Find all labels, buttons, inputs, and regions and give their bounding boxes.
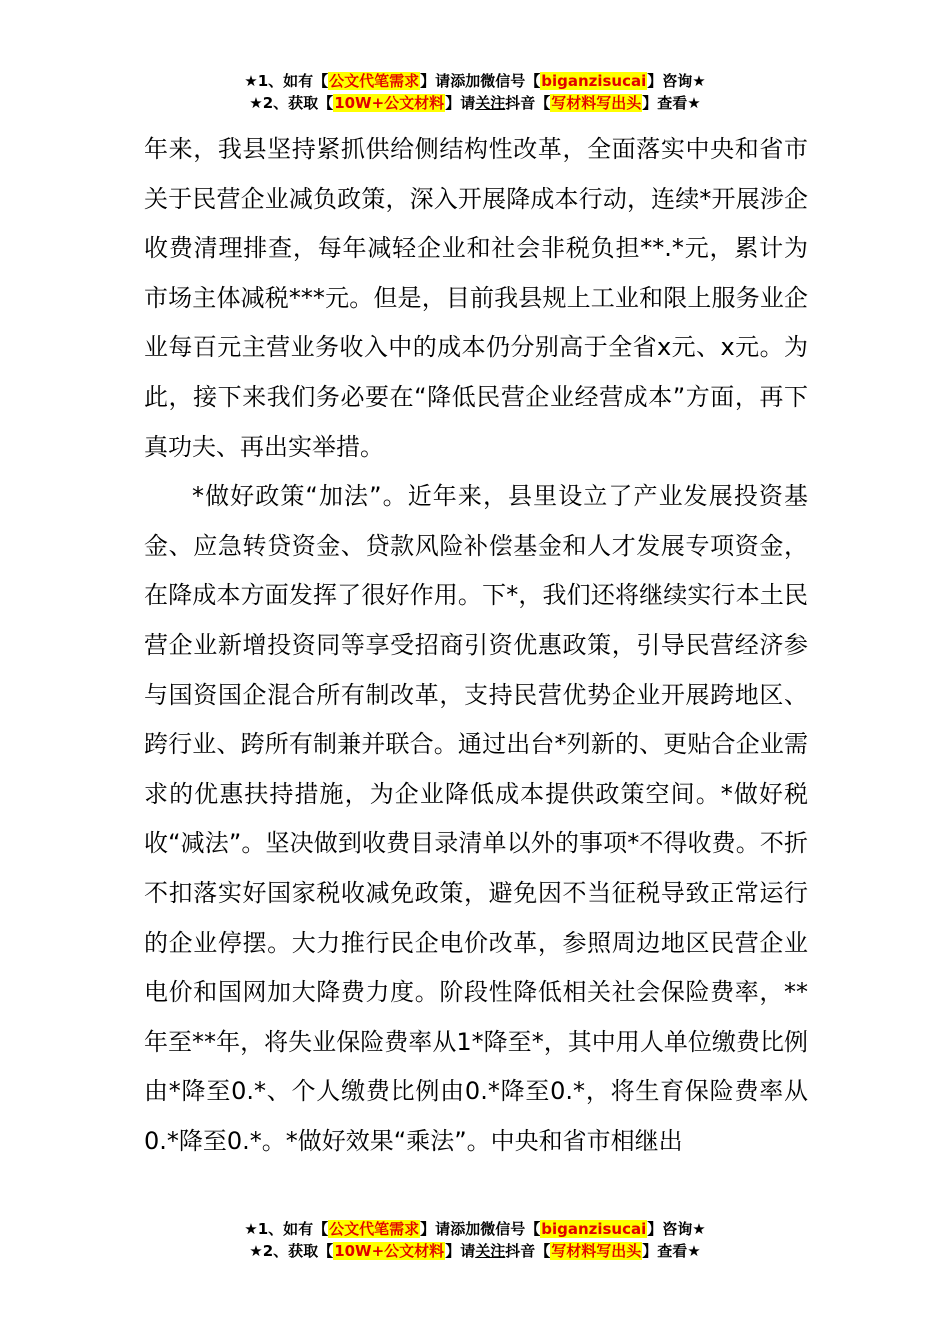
banner-text: ★2、获取【 — [249, 1242, 334, 1260]
banner-text: 】查看★ — [642, 1242, 701, 1260]
banner-text: 】咨询★ — [647, 72, 706, 90]
banner-text: 添加 — [450, 72, 481, 90]
banner-text: 添加 — [450, 1220, 481, 1238]
banner-text: 抖音【 — [505, 94, 551, 112]
document-body — [144, 125, 808, 1166]
banner-text: 】请 — [420, 72, 451, 90]
highlight-text: 写材料写出头 — [551, 94, 642, 112]
banner-text: 关注 — [475, 94, 506, 112]
banner-line-1 — [0, 1218, 950, 1240]
footer-banner — [0, 1218, 950, 1262]
banner-text: 】咨询★ — [647, 1220, 706, 1238]
banner-text: 】查看★ — [642, 94, 701, 112]
banner-text: ★1、如有【 — [244, 72, 329, 90]
banner-text: 】请 — [420, 1220, 451, 1238]
banner-text: 】请 — [445, 1242, 476, 1260]
banner-text: 】请 — [445, 94, 476, 112]
banner-text: 抖音【 — [505, 1242, 551, 1260]
paragraph: 年来，我县坚持紧抓供给侧结构性改革，全面落实中央和省市关于民营企业减负政策，深入开展降成本行动，连续*开展涉企收费清理排查，每年减轻企业和社会非税负担**.*元，累计为市场主体减税***元。但是，目前我县规上工业和限上服务业企业每百元主营业务收入中的成本仍分别高于全省x元、x元。为此，接下来我们务必要在“降低民营企业经营成本”方面，再下真功夫、再出实举措。 — [144, 135, 808, 461]
header-banner — [0, 70, 950, 114]
highlight-text: biganzisucai — [541, 72, 647, 90]
highlight-text: 公文代笔需求 — [329, 1220, 420, 1238]
highlight-text: 10W+公文材料 — [334, 1242, 445, 1260]
banner-text: 微信号【 — [480, 72, 541, 90]
banner-text: ★2、获取【 — [249, 94, 334, 112]
banner-line-2 — [0, 1240, 950, 1262]
banner-text: 关注 — [475, 1242, 506, 1260]
banner-line-2 — [0, 92, 950, 114]
highlight-text: 10W+公文材料 — [334, 94, 445, 112]
banner-line-1 — [0, 70, 950, 92]
paragraph: *做好政策“加法”。近年来，县里设立了产业发展投资基金、应急转贷资金、贷款风险补偿基金和人才发展专项资金，在降成本方面发挥了很好作用。下*，我们还将继续实行本土民营企业新增投资同等享受招商引资优惠政策，引导民营经济参与国资国企混合所有制改革，支持民营优势企业开展跨地区、跨行业、跨所有制兼并联合。通过出台*列新的、更贴合企业需求的优惠扶持措施，为企业降低成本提供政策空间。*做好税收“减法”。坚决做到收费目录清单以外的事项*不得收费。不折不扣落实好国家税收减免政策，避免因不当征税导致正常运行的企业停摆。大力推行民企电价改革，参照周边地区民营企业电价和国网加大降费力度。阶段性降低相关社会保险费率，**年至**年，将失业保险费率从1*降至*，其中用人单位缴费比例由*降至0.*、个人缴费比例由0.*降至0.*，将生育保险费率从0.*降至0.*。*做好效果“乘法”。中央和省市相继出 — [144, 482, 808, 1155]
highlight-text: biganzisucai — [541, 1220, 647, 1238]
highlight-text: 公文代笔需求 — [329, 72, 420, 90]
highlight-text: 写材料写出头 — [551, 1242, 642, 1260]
banner-text: ★1、如有【 — [244, 1220, 329, 1238]
banner-text: 微信号【 — [480, 1220, 541, 1238]
